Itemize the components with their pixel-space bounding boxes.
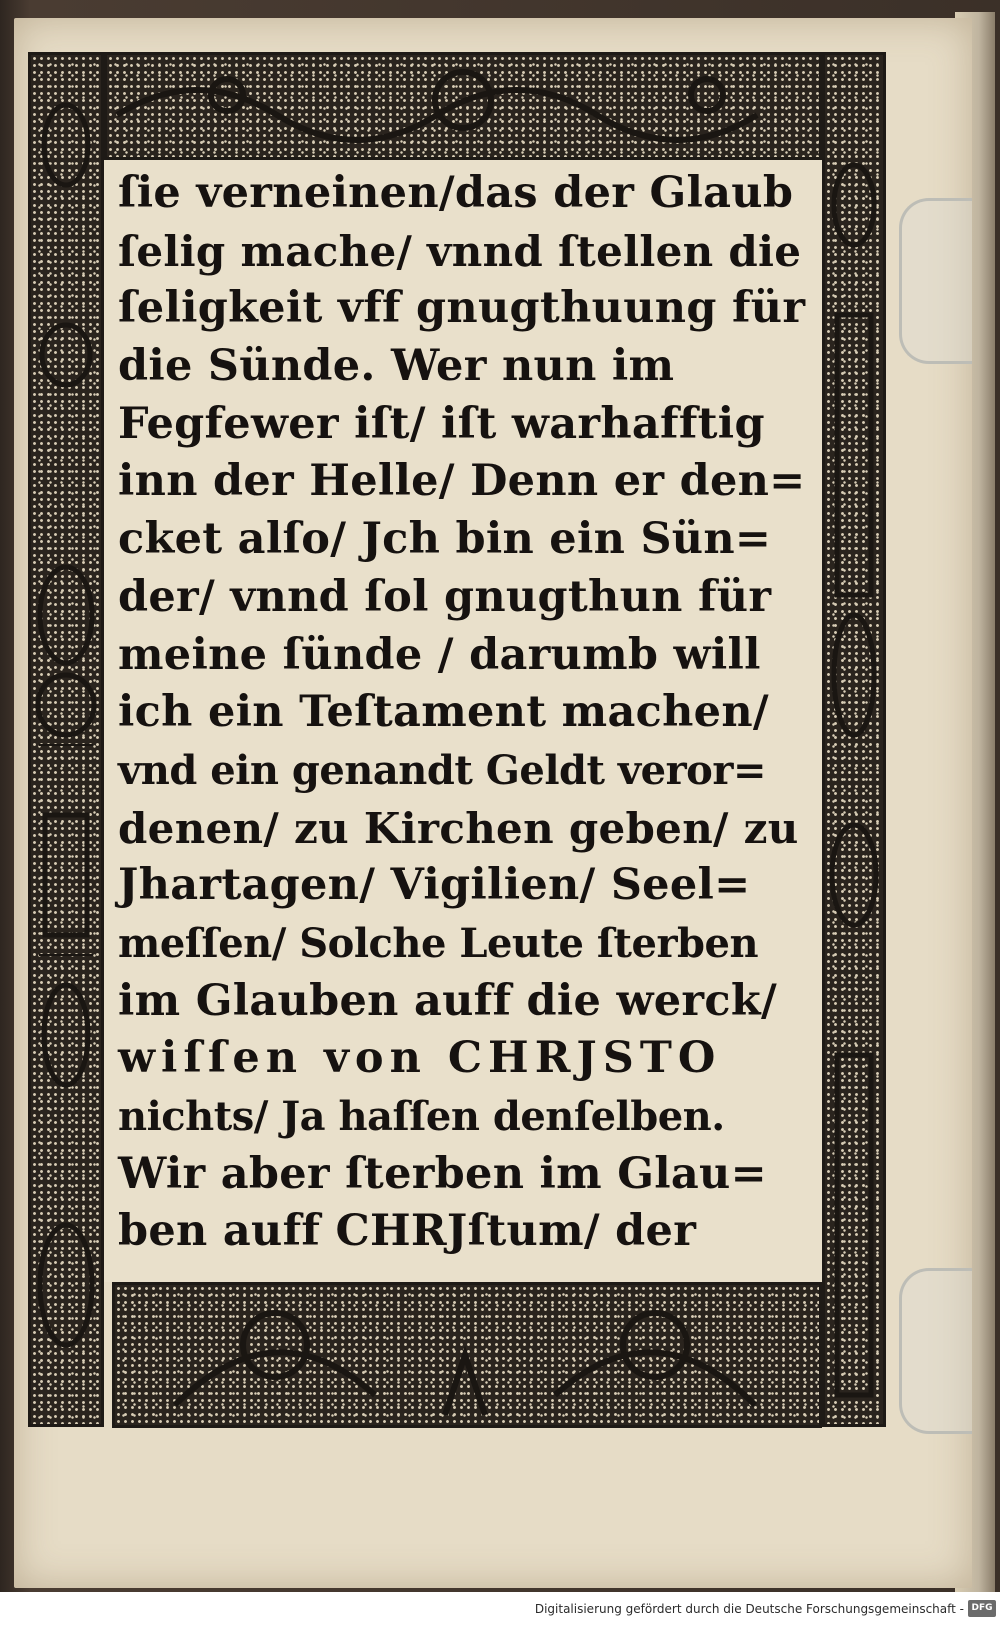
text-line: Wir aber ſterben im Glau=: [118, 1148, 767, 1199]
bottom-band-ornament: [115, 1285, 819, 1425]
page-text: [118, 165, 808, 1261]
page-clip-top: [899, 198, 972, 364]
top-band-ornament: [107, 55, 819, 157]
right-column-ornament: [825, 55, 883, 1424]
text-line: die Sünde. Wer nun im: [118, 341, 675, 392]
text-line: inn der Helle/ Denn er den=: [118, 456, 806, 507]
text-line: denen/ zu Kirchen geben/ zu: [118, 803, 799, 853]
right-ornamental-border: [822, 52, 886, 1427]
text-line: nichts/ Ja haſſen denſelben.: [118, 1093, 725, 1140]
text-line: ſelig mache/ vnnd ſtellen die: [118, 226, 802, 276]
text-line: Fegfewer iſt/ iſt warhafftig: [118, 398, 765, 449]
page-clip-bottom: [899, 1268, 972, 1434]
text-line: cket alſo/ Jch bin ein Sün=: [118, 514, 772, 565]
funding-credit: Digitalisierung gefördert durch die Deutsche Forschungsgemeinschaft -: [534, 1602, 964, 1616]
text-line: ſie verneinen/das der Glaub: [118, 168, 794, 218]
text-line: ben auff CHRJſtum/ der: [118, 1206, 697, 1257]
text-line: wiſſen von CHRJSTO: [118, 1033, 722, 1084]
text-line: meſſen/ Solche Leute ſterben: [118, 919, 759, 967]
text-line: Jhartagen/ Vigilien/ Seel=: [118, 860, 751, 911]
text-line: der/ vnnd ſol gnugthun für: [118, 571, 772, 622]
text-line: vnd ein genandt Geldt veror=: [118, 746, 766, 794]
bottom-ornamental-band: [112, 1282, 822, 1428]
digitization-footer: [0, 1592, 1000, 1628]
top-ornamental-band: [104, 52, 822, 160]
text-line: meine ſünde / darumb will: [118, 629, 761, 680]
dfg-logo: DFG: [968, 1600, 996, 1617]
text-line: im Glauben auff die werck/: [118, 975, 777, 1026]
text-line: ich ein Teſtament machen/: [118, 687, 769, 738]
text-line: ſeligkeit vff gnugthuung für: [118, 283, 806, 334]
left-column-ornament: [31, 55, 101, 1424]
left-ornamental-border: [28, 52, 104, 1427]
